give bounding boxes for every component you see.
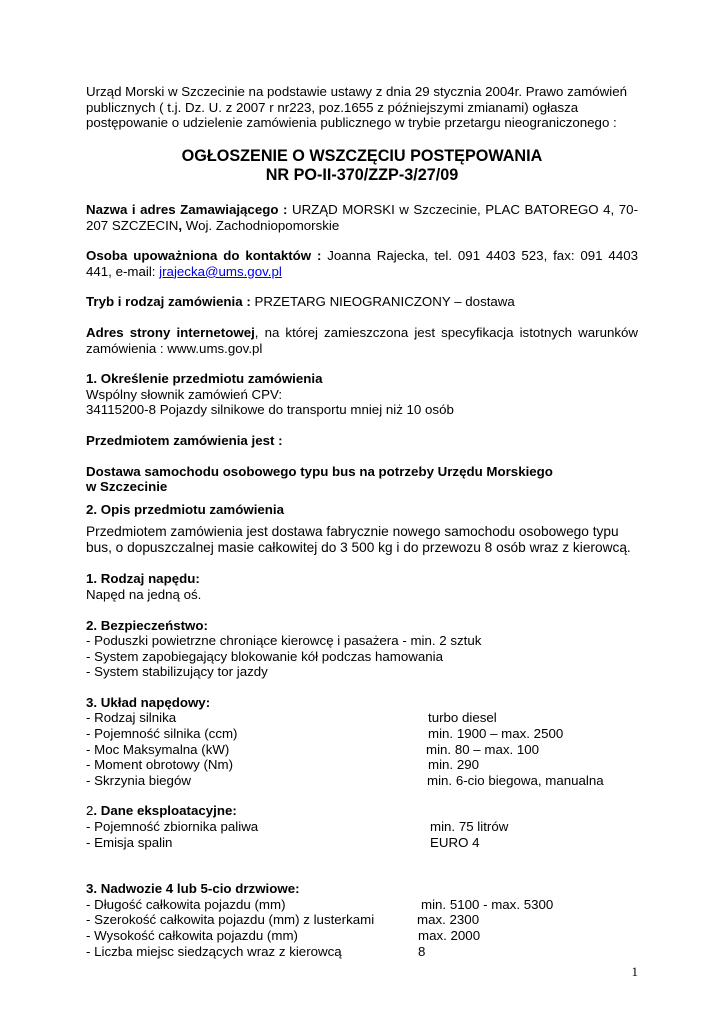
operational-heading-text: . Dane eksploatacyjne:	[93, 803, 237, 819]
procedure-type-value: PRZETARG NIEOGRANICZONY – dostawa	[250, 294, 515, 310]
spec-label: - Pojemność silnika (ccm)	[86, 726, 238, 742]
contact-person	[86, 248, 638, 279]
spec-row	[86, 742, 638, 758]
contracting-authority-label: Nazwa i adres Zamawiającego :	[86, 202, 288, 217]
website-address-label: Adres strony internetowej	[86, 324, 255, 340]
spec-value: min. 75 litrów	[430, 819, 509, 835]
document-body	[86, 84, 638, 959]
spec-label: - Liczba miejsc siedzących wraz z kierowcą	[86, 943, 342, 959]
spec-row	[86, 944, 638, 960]
spec-row	[86, 757, 638, 773]
contracting-authority-region: Woj. Zachodniopomorskie	[182, 217, 340, 233]
safety-heading: 2. Bezpieczeństwo:	[86, 617, 208, 633]
spec-label: - Pojemność zbiornika paliwa	[86, 819, 259, 835]
spec-label: - Wysokość całkowita pojazdu (mm)	[86, 928, 298, 943]
spec-label: - Rodzaj silnika	[86, 710, 177, 726]
safety-item: - Poduszki powietrzne chroniące kierowcę i pasażera - min. 2 sztuk	[86, 633, 482, 649]
subject-label: Przedmiotem zamówienia jest :	[86, 432, 283, 448]
drivetrain-heading: 3. Układ napędowy:	[86, 694, 211, 710]
spec-row	[86, 912, 638, 928]
spec-label: - Szerokość całkowita pojazdu (mm) z lusterkami	[86, 912, 375, 928]
spec-label: - Skrzynia biegów	[86, 772, 191, 788]
page-number: 1	[631, 964, 638, 979]
operational-heading	[86, 803, 638, 819]
spec-value: min. 6-cio biegowa, manualna	[427, 772, 604, 788]
section1-heading: 1. Określenie przedmiotu zamówienia	[86, 371, 323, 387]
spec-row	[86, 897, 638, 913]
spec-row	[86, 819, 638, 835]
spec-value: min. 5100 - max. 5300	[421, 896, 554, 912]
procedure-type-label: Tryb i rodzaj zamówienia :	[86, 294, 251, 310]
spec-value: turbo diesel	[428, 710, 497, 726]
procedure-type	[86, 294, 638, 310]
spec-value: min. 80 – max. 100	[426, 741, 540, 757]
announcement-title-line2: NR PO-II-370/ZZP-3/27/09	[265, 166, 459, 184]
spec-row	[86, 726, 638, 742]
safety-item: - System stabilizujący tor jazdy	[86, 664, 268, 680]
spec-value: min. 290	[428, 757, 479, 773]
delivery-title-line2: w Szczecinie	[86, 479, 168, 495]
operational-heading-number: 2	[86, 803, 94, 819]
section2-text: Przedmiotem zamówienia jest dostawa fabrycznie nowego samochodu osobowego typu bus, o dopuszczalnej masie całkowitej do 3 500 kg i do przewozu 8 osób wraz z kierowcą.	[86, 524, 631, 556]
spec-label: - Moc Maksymalna (kW)	[86, 741, 230, 757]
section2-heading: 2. Opis przedmiotu zamówienia	[86, 501, 285, 517]
spec-row	[86, 928, 638, 944]
contact-email-link[interactable]: jrajecka@ums.gov.pl	[159, 263, 282, 279]
spec-label: - Długość całkowita pojazdu (mm)	[86, 896, 286, 912]
spec-row	[86, 835, 638, 851]
spec-value: max. 2300	[417, 912, 480, 928]
spec-row	[86, 710, 638, 726]
delivery-title-line1: Dostawa samochodu osobowego typu bus na potrzeby Urzędu Morskiego	[86, 463, 553, 479]
website-address	[86, 325, 638, 356]
spec-value: 8	[418, 943, 426, 959]
contracting-authority	[86, 202, 638, 233]
contracting-authority-comma: ,	[178, 217, 183, 233]
cpv-label: Wspólny słownik zamówień CPV:	[86, 386, 283, 402]
website-address-value: , na której zamieszczona jest specyfikacja istotnych warunków zamówienia : www.ums.gov.pl	[86, 324, 639, 356]
spec-value: min. 1900 – max. 2500	[428, 726, 564, 742]
spec-row	[86, 773, 638, 789]
contact-person-details: Joanna Rajecka, tel. 091 4403 523, fax: 091 4403 441, e-mail:	[86, 248, 639, 279]
drive-text: Napęd na jedną oś.	[86, 586, 202, 602]
spec-value: EURO 4	[430, 834, 480, 850]
body-heading: 3. Nadwozie 4 lub 5-cio drzwiowe:	[86, 881, 300, 897]
safety-item: - System zapobiegający blokowanie kół podczas hamowania	[86, 648, 443, 664]
spec-value: max. 2000	[418, 928, 481, 943]
cpv-code: 34115200-8 Pojazdy silnikowe do transportu mniej niż 10 osób	[86, 402, 454, 418]
spec-label: - Moment obrotowy (Nm)	[86, 757, 234, 773]
intro-paragraph: Urząd Morski w Szczecinie na podstawie ustawy z dnia 29 stycznia 2004r. Prawo zamówień publicznych ( t.j. Dz. U. z 2007 r nr223, poz.1655 z późniejszymi zmianami) ogłasza postępowanie o udzielenie zamówienia publicznego w trybie przetargu nieograniczonego :	[86, 84, 627, 131]
contact-person-label: Osoba upoważniona do kontaktów :	[86, 248, 322, 264]
drive-heading: 1. Rodzaj napędu:	[86, 571, 200, 587]
spec-label: - Emisja spalin	[86, 834, 173, 850]
announcement-title-line1: OGŁOSZENIE O WSZCZĘCIU POSTĘPOWANIA	[181, 147, 543, 165]
contracting-authority-address: URZĄD MORSKI w Szczecinie, PLAC BATOREGO 4, 70-207 SZCZECIN	[86, 202, 639, 233]
